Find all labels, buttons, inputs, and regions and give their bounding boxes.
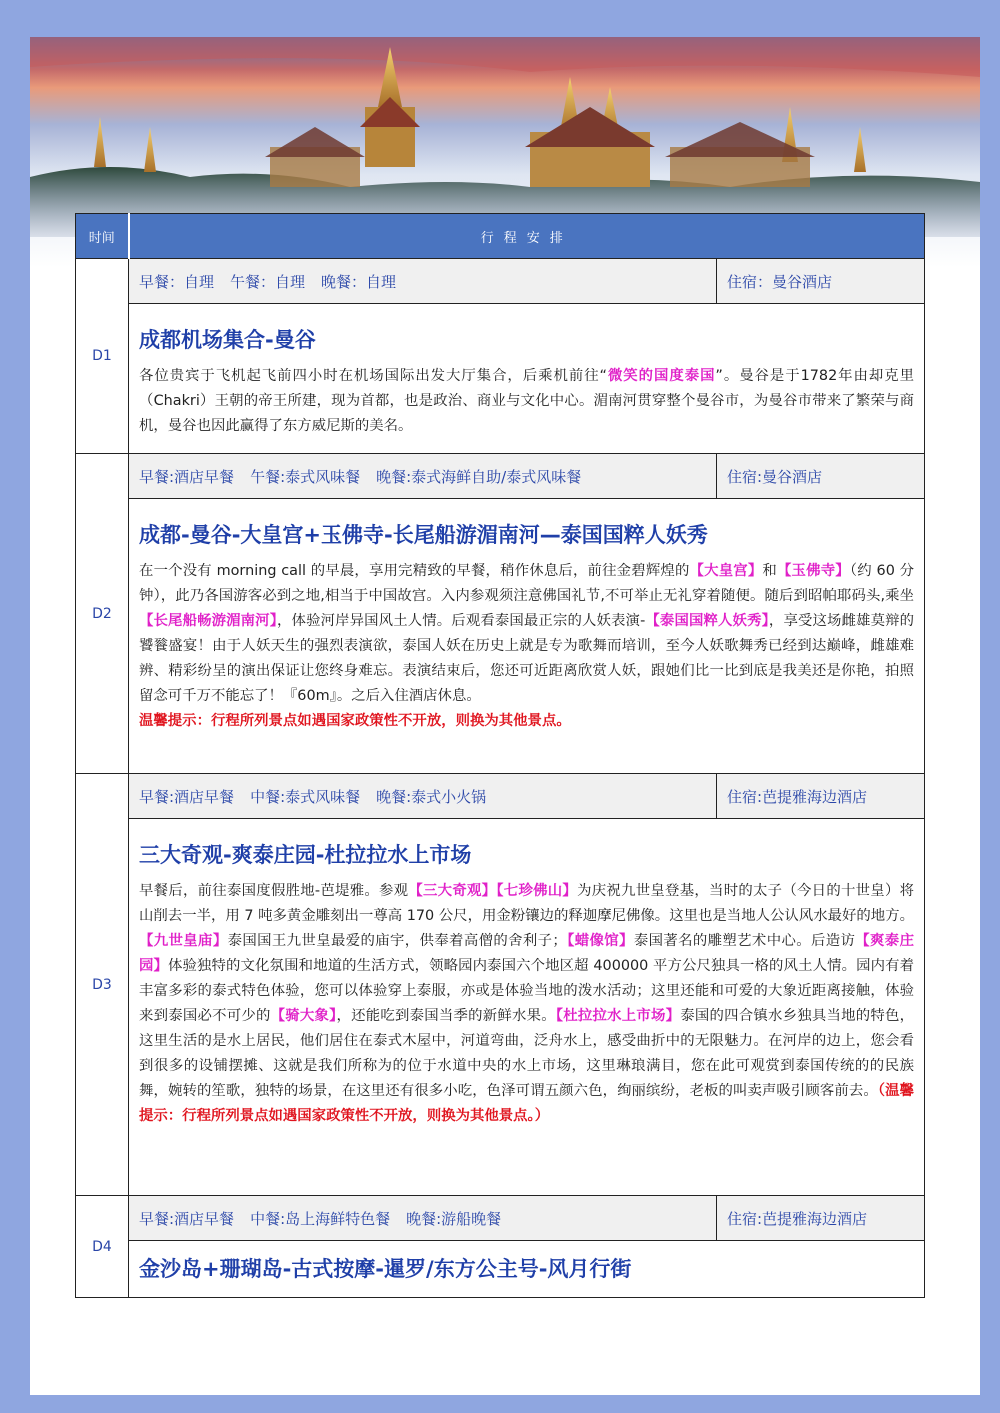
page <box>30 37 980 1395</box>
day-title: 三大奇观-爽泰庄园-杜拉拉水上市场 <box>139 843 472 867</box>
dinner: 晚餐:泰式海鲜自助/泰式风味餐 <box>376 467 582 486</box>
day-1-meals-row <box>76 259 925 304</box>
day-label: D3 <box>76 774 129 1196</box>
dinner: 晚餐：自理 <box>321 272 397 291</box>
day-content <box>129 819 925 1196</box>
day-description: 早餐后，前往泰国度假胜地-芭堤雅。参观【三大奇观】【七珍佛山】为庆祝九世皇登基，当时的太子（今日的十世皇）将山削去一半，用 7 吨多黄金雕刻出一尊高 170 公尺，用金粉镶边的释迦摩尼佛像。这里也是当地人公认风水最好的地方。【九世皇庙】泰国国王九世皇最爱的庙宇，供奉着高僧的舍利子；【蜡像馆】泰国著名的雕塑艺术中心。后造访【爽泰庄园】体验独特的文化氛围和地道的生活方式，领略园内泰国六个地区超 400000 平方公尺独具一格的风土人情。园内有着丰富多彩的泰式特色体验，您可以体验穿上泰服，亦或是体验当地的泼水活动；这里还能和可爱的大象近距离接触，体验来到泰国必不可少的【骑大象】，还能吃到泰国当季的新鲜水果。【杜拉拉水上市场】泰国的四合镇水乡独具当地的特色，这里生活的是水上居民，他们居住在泰式木屋中，河道弯曲，泛舟水上，感受曲折中的无限魅力。在河岸的边上，您会看到很多的设铺摆摊、这就是我们所称为的位于水道中央的水上市场，这里琳琅满目，您在此可观赏到泰国传统的的民族舞，婉转的笙歌，独特的场景，在这里还有很多小吃，色泽可谓五颜六色，绚丽缤纷，老板的叫卖声吸引顾客前去。（温馨提示：行程所列景点如遇国家政策性不开放，则换为其他景点。） <box>139 883 915 1124</box>
lunch: 午餐:泰式风味餐 <box>250 467 361 486</box>
day-2-meals-row <box>76 454 925 499</box>
dinner: 晚餐:游船晚餐 <box>406 1209 502 1228</box>
day-label: D4 <box>76 1196 129 1298</box>
dinner: 晚餐:泰式小火锅 <box>376 787 487 806</box>
day-content <box>129 1241 925 1298</box>
meals <box>129 1196 717 1241</box>
day-4-content-row <box>76 1241 925 1298</box>
header-plan: 行程安排 <box>129 214 925 259</box>
accommodation: 住宿:芭提雅海边酒店 <box>717 774 925 819</box>
meals <box>129 454 717 499</box>
header-time: 时间 <box>76 214 129 259</box>
lunch: 午餐：自理 <box>230 272 306 291</box>
day-title: 成都机场集合-曼谷 <box>139 328 316 352</box>
table-header-row <box>76 214 925 259</box>
day-title: 成都-曼谷-大皇宫+玉佛寺-长尾船游湄南河—泰国国粹人妖秀 <box>139 523 708 547</box>
day-4-meals-row <box>76 1196 925 1241</box>
meals <box>129 259 717 304</box>
day-content <box>129 499 925 774</box>
breakfast: 早餐:酒店早餐 <box>139 1209 235 1228</box>
accommodation: 住宿:芭提雅海边酒店 <box>717 1196 925 1241</box>
lunch: 中餐:泰式风味餐 <box>250 787 361 806</box>
day-1-content-row <box>76 304 925 454</box>
warning-note: （温馨提示：行程所列景点如遇国家政策性不开放，则换为其他景点。） <box>139 1083 914 1124</box>
day-label: D1 <box>76 259 129 454</box>
accommodation: 住宿：曼谷酒店 <box>717 259 925 304</box>
breakfast: 早餐：自理 <box>139 272 215 291</box>
day-description: 在一个没有 morning call 的早晨，享用完精致的早餐，稍作休息后，前往金碧辉煌的【大皇宫】和【玉佛寺】（约 60 分钟），此乃各国游客必到之地,相当于中国故宫。入内参观须注意佛国礼节,不可举止无礼穿着随便。随后到昭帕耶码头,乘坐【长尾船畅游湄南河】，体验河岸异国风土人情。后观看泰国最正宗的人妖表演-【泰国国粹人妖秀】，享受这场雌雄莫辩的饕餮盛宴！由于人妖天生的强烈表演欲，泰国人妖在历史上就是专为歌舞而培训，至今人妖歌舞秀已经到达巅峰，雌雄难辨、精彩纷呈的演出保证让您终身难忘。表演结束后，您还可近距离欣赏人妖，跟她们比一比到底是我美还是你艳，拍照留念可千万不能忘了！『60m』。之后入住酒店休息。 温馨提示：行程所列景点如遇国家政策性不开放，则换为其他景点。 <box>139 563 915 729</box>
warning-note: 温馨提示：行程所列景点如遇国家政策性不开放，则换为其他景点。 <box>139 713 571 729</box>
breakfast: 早餐:酒店早餐 <box>139 787 235 806</box>
day-label: D2 <box>76 454 129 774</box>
day-2-content-row <box>76 499 925 774</box>
day-content <box>129 304 925 454</box>
breakfast: 早餐:酒店早餐 <box>139 467 235 486</box>
day-title: 金沙岛+珊瑚岛-古式按摩-暹罗/东方公主号-风月行街 <box>139 1257 632 1281</box>
accommodation: 住宿:曼谷酒店 <box>717 454 925 499</box>
meals <box>129 774 717 819</box>
lunch: 中餐:岛上海鲜特色餐 <box>250 1209 391 1228</box>
day-3-meals-row <box>76 774 925 819</box>
day-3-content-row <box>76 819 925 1196</box>
day-description: 各位贵宾于飞机起飞前四小时在机场国际出发大厅集合，后乘机前往“微笑的国度泰国”。曼谷是于1782年由却克里（Chakri）王朝的帝王所建，现为首都，也是政治、商业与文化中心。湄南河贯穿整个曼谷市，为曼谷市带来了繁荣与商机，曼谷也因此赢得了东方威尼斯的美名。 <box>139 368 915 434</box>
itinerary-table <box>75 213 925 1298</box>
